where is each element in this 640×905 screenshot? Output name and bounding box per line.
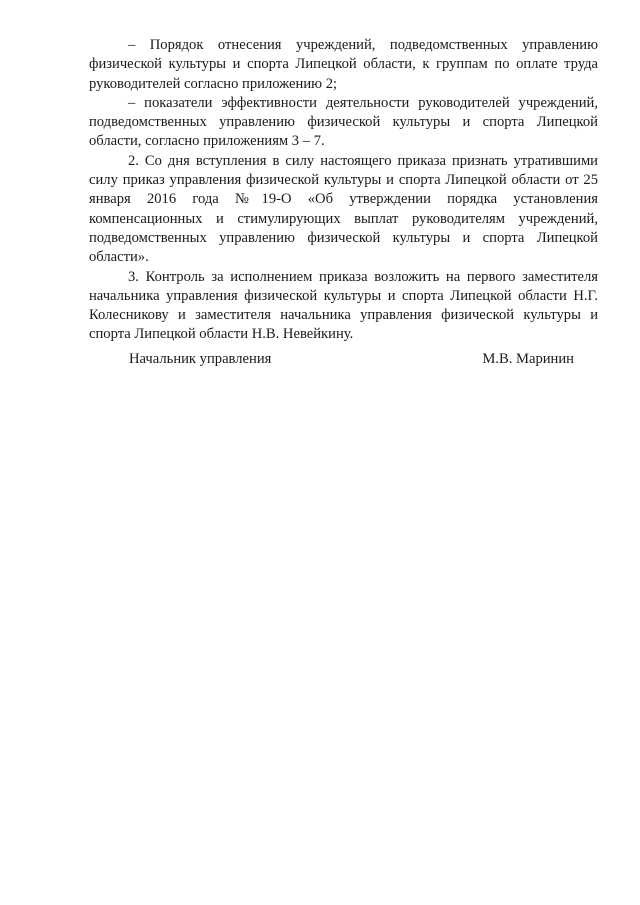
paragraph-performance-indicators: – показатели эффективности деятельности руководителей учреждений, подведомственных управлению физической культуры и спорта Липецкой области, согласно приложениям 3 – 7.	[89, 94, 598, 150]
paragraph-repeal-order: 2. Со дня вступления в силу настоящего приказа признать утратившими силу приказ управления физической культуры и спорта Липецкой области от 25 января 2016 года №19-О «Об утверждении порядка установления компенсационных и стимулирующих выплат руководителям учреждений, подведомственных управлению физической культуры и спорта Липецкой области».	[89, 152, 598, 266]
signatory-name: М.В. Маринин	[482, 351, 574, 367]
paragraph-control-execution: 3. Контроль за исполнением приказа возложить на первого заместителя начальника управления физической культуры и спорта Липецкой области Н.Г. Колесникову и заместителя начальника управления физической культуры и спорта Липецкой области Н.В. Невейкину.	[89, 268, 598, 343]
order-text-body	[89, 36, 598, 345]
paragraph-procedure-groups: – Порядок отнесения учреждений, подведомственных управлению физической культуры и спорта Липецкой области, к группам по оплате труда руководителей согласно приложению 2;	[89, 37, 598, 92]
signatory-position: Начальник управления	[129, 351, 272, 367]
signature-block	[0, 350, 640, 372]
